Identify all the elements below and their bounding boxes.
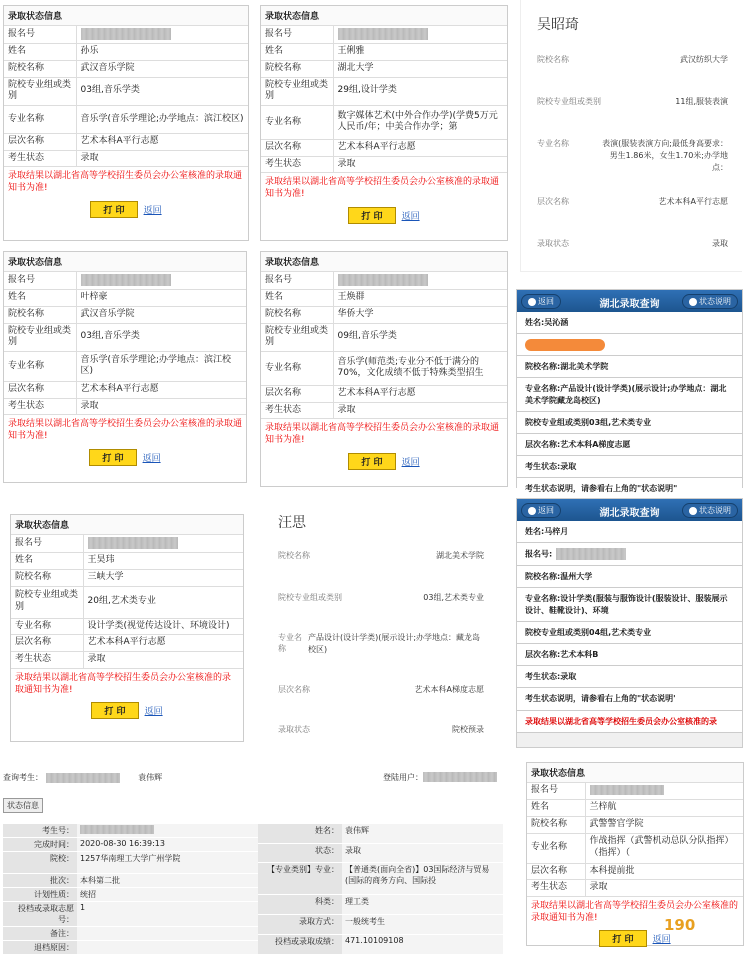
info-table bbox=[527, 783, 743, 897]
mobile-row-group: 院校专业组或类别03组,艺术类专业 bbox=[517, 412, 742, 434]
mobile-query-screen-1 bbox=[516, 289, 743, 494]
button-row bbox=[4, 198, 248, 221]
info-icon bbox=[689, 298, 697, 306]
mobile-row-status-note: 考生状态说明，请参看右上角的"状态说明' bbox=[517, 688, 742, 710]
redaction-scribble bbox=[525, 339, 605, 351]
panel-header: 录取状态信息 bbox=[261, 252, 507, 272]
print-button[interactable]: 打 印 bbox=[348, 207, 395, 224]
mobile-row-status-note: 考生状态说明，请参看右上角的"状态说明" bbox=[517, 478, 742, 500]
back-link[interactable]: 返回 bbox=[143, 205, 162, 216]
mobile-query-screen-2 bbox=[516, 498, 743, 748]
watermark-number: 190 bbox=[664, 916, 696, 934]
value-group: 03组,音乐学类 bbox=[76, 77, 248, 105]
mobile-row-school: 院校名称:温州大学 bbox=[517, 566, 742, 588]
print-button[interactable]: 打 印 bbox=[91, 702, 138, 719]
query-result-tables bbox=[3, 824, 503, 955]
value-level: 艺术本科A平行志愿 bbox=[76, 381, 246, 398]
label-status: 考生状态 bbox=[4, 150, 76, 167]
label-group: 院校专业组或类别 bbox=[4, 77, 76, 105]
card-row-school: 院校名称 湖北美术学院 bbox=[278, 551, 484, 560]
value-group: 29组,设计学类 bbox=[333, 77, 507, 105]
value-status: 录取 bbox=[83, 651, 243, 668]
query-left-table: 考生号： 完成时间： 2020-08-30 16:39:13 院校： 1257华南理工大学广州学院 批次： 本科第二批 计划性质： 统招 投档或录取志愿号： 1 备注： 退档原因： bbox=[3, 824, 258, 955]
result-card-1 bbox=[520, 0, 742, 272]
mobile-row-level: 层次名称:艺术本科B bbox=[517, 644, 742, 666]
card-row-level: 层次名称 艺术本科A平行志愿 bbox=[537, 197, 728, 206]
value-major: 设计学类(视觉传达设计、环境设计) bbox=[83, 618, 243, 635]
label-status: 考生状态 bbox=[11, 651, 83, 668]
back-link[interactable]: 返回 bbox=[142, 453, 161, 464]
panel-header: 录取状态信息 bbox=[527, 763, 743, 783]
redacted-login-user bbox=[423, 772, 497, 782]
query-student-label: 查询考生： bbox=[3, 773, 43, 782]
label-major: 专业名称 bbox=[527, 833, 585, 863]
admission-panel-5 bbox=[10, 514, 244, 742]
label-name: 姓名 bbox=[4, 44, 76, 61]
label-major: 专业名称 bbox=[11, 618, 83, 635]
mobile-row-major: 专业名称:设计学类(服装与服饰设计(服装设计、服装展示设计、鞋靴设计)、环境 bbox=[517, 588, 742, 621]
panel-header: 录取状态信息 bbox=[4, 252, 246, 272]
label-status: 考生状态 bbox=[261, 156, 333, 173]
label-school: 院校名称 bbox=[11, 569, 83, 586]
value-level: 艺术本科A平行志愿 bbox=[333, 385, 507, 402]
label-school: 院校名称 bbox=[527, 816, 585, 833]
button-row bbox=[261, 204, 507, 227]
label-exam-no: 报名号 bbox=[11, 535, 83, 553]
mobile-title-bar bbox=[517, 499, 742, 521]
print-button[interactable]: 打 印 bbox=[89, 449, 136, 466]
mobile-row-redacted bbox=[517, 334, 742, 356]
label-school: 院校名称 bbox=[4, 306, 76, 323]
value-name: 兰梓航 bbox=[585, 800, 743, 817]
label-school: 院校名称 bbox=[261, 306, 333, 323]
status-info-tab[interactable]: 状态信息 bbox=[3, 798, 43, 813]
panel-header: 录取状态信息 bbox=[11, 515, 243, 535]
mobile-row-level: 层次名称:艺术本科A梯度志愿 bbox=[517, 434, 742, 456]
redacted-exam-no bbox=[556, 548, 626, 560]
back-link[interactable]: 返回 bbox=[401, 211, 420, 222]
mobile-row-status: 考生状态:录取 bbox=[517, 666, 742, 688]
label-school: 院校名称 bbox=[4, 60, 76, 77]
card-row-group: 院校专业组或类别 03组,艺术类专业 bbox=[278, 593, 484, 602]
button-row bbox=[11, 699, 243, 722]
value-level: 艺术本科A平行志愿 bbox=[76, 133, 248, 150]
value-level: 艺术本科A平行志愿 bbox=[83, 635, 243, 652]
mobile-status-button[interactable]: 状态说明 bbox=[682, 294, 738, 309]
card-row-level: 层次名称 艺术本科A梯度志愿 bbox=[278, 685, 484, 694]
label-major: 专业名称 bbox=[261, 105, 333, 139]
mobile-row-exam-no: 报名号: bbox=[517, 543, 742, 566]
info-table bbox=[11, 535, 243, 669]
label-status: 考生状态 bbox=[527, 880, 585, 897]
card-row-status: 录取状态 录取 bbox=[537, 239, 728, 248]
label-level: 层次名称 bbox=[261, 139, 333, 156]
panel-header: 录取状态信息 bbox=[261, 6, 507, 26]
card-row-group: 院校专业组或类别 11组,服装表演 bbox=[537, 97, 728, 106]
label-name: 姓名 bbox=[4, 290, 76, 307]
redacted-exam-no bbox=[81, 28, 171, 40]
back-link[interactable]: 返回 bbox=[652, 935, 671, 946]
value-school: 武汉音乐学院 bbox=[76, 306, 246, 323]
mobile-row-group: 院校专业组或类别04组,艺术类专业 bbox=[517, 622, 742, 644]
label-exam-no: 报名号 bbox=[4, 272, 76, 290]
value-status: 录取 bbox=[585, 880, 743, 897]
value-major: 数字媒体艺术(中外合作办学)(学费5万元人民币/年；中美合作办学；第 bbox=[333, 105, 507, 139]
label-school: 院校名称 bbox=[261, 60, 333, 77]
button-row bbox=[4, 446, 246, 469]
admission-panel-3 bbox=[3, 251, 247, 483]
query-right-table: 姓名： 袁伟辉 状态： 录取 【专业类别】专业： 【普通类(面向全省)】03国际经济与贸易(国际的商务方向、国际投 科类： 理工类 录取方式： 一般统考生 投档或录取成绩： 471.10109108 bbox=[258, 824, 503, 955]
label-level: 层次名称 bbox=[527, 863, 585, 880]
label-name: 姓名 bbox=[261, 44, 333, 61]
value-name: 王焕群 bbox=[333, 290, 507, 307]
admission-note: 录取结果以湖北省高等学校招生委员会办公室核准的录取通知书为准! bbox=[8, 171, 243, 194]
label-group: 院校专业组或类别 bbox=[11, 586, 83, 618]
info-icon bbox=[689, 507, 697, 515]
info-table bbox=[261, 272, 507, 419]
mobile-status-button[interactable]: 状态说明 bbox=[682, 503, 738, 518]
value-status: 录取 bbox=[333, 402, 507, 419]
label-group: 院校专业组或类别 bbox=[4, 323, 76, 351]
label-group: 院校专业组或类别 bbox=[261, 323, 333, 351]
label-exam-no: 报名号 bbox=[4, 26, 76, 44]
mobile-back-button[interactable]: 返回 bbox=[521, 503, 561, 518]
value-status: 录取 bbox=[76, 398, 246, 415]
print-button[interactable]: 打 印 bbox=[90, 201, 137, 218]
value-name: 叶梓豪 bbox=[76, 290, 246, 307]
value-major: 音乐学(音乐学理论;办学地点：滨江校区) bbox=[76, 105, 248, 133]
label-major: 专业名称 bbox=[4, 105, 76, 133]
mobile-row-school: 院校名称:湖北美术学院 bbox=[517, 356, 742, 378]
value-major: 作战指挥（武警机动总队分队指挥）（指挥）（ bbox=[585, 833, 743, 863]
admission-panel-2 bbox=[260, 5, 508, 241]
admission-panel-6 bbox=[526, 762, 744, 946]
back-link[interactable]: 返回 bbox=[401, 457, 420, 468]
login-user-label: 登陆用户： bbox=[383, 773, 423, 782]
admission-panel-1 bbox=[3, 5, 249, 241]
label-major: 专业名称 bbox=[261, 351, 333, 385]
value-group: 09组,音乐学类 bbox=[333, 323, 507, 351]
label-level: 层次名称 bbox=[261, 385, 333, 402]
label-level: 层次名称 bbox=[4, 381, 76, 398]
label-status: 考生状态 bbox=[4, 398, 76, 415]
label-name: 姓名 bbox=[527, 800, 585, 817]
back-link[interactable]: 返回 bbox=[144, 706, 163, 717]
value-group: 20组,艺术类专业 bbox=[83, 586, 243, 618]
label-name: 姓名 bbox=[261, 290, 333, 307]
value-name: 孙乐 bbox=[76, 44, 248, 61]
query-student-name: 袁伟辉 bbox=[138, 773, 163, 782]
mobile-row-name: 姓名:马梓月 bbox=[517, 521, 742, 543]
label-group: 院校专业组或类别 bbox=[261, 77, 333, 105]
card-row-major: 专业名称 产品设计(设计学类)(展示设计;办学地点：藏龙岛校区) bbox=[278, 633, 481, 654]
label-status: 考生状态 bbox=[261, 402, 333, 419]
redacted-exam-no bbox=[88, 537, 178, 549]
value-major: 音乐学(师范类;专业分不低于满分的70%，文化成绩不低于特殊类型招生 bbox=[333, 351, 507, 385]
card-row-status: 录取状态 院校预录 bbox=[278, 725, 484, 734]
admission-note: 录取结果以湖北省高等学校招生委员会办公室核准的录取通知书为准! bbox=[8, 419, 243, 442]
value-name: 王俐雅 bbox=[333, 44, 507, 61]
label-level: 层次名称 bbox=[4, 133, 76, 150]
mobile-row-status: 考生状态:录取 bbox=[517, 456, 742, 478]
value-name: 王昊玮 bbox=[83, 553, 243, 570]
redacted-student-id bbox=[46, 773, 120, 783]
info-table bbox=[4, 26, 248, 167]
admission-note: 录取结果以湖北省高等学校招生委员会办公室核准的录取通知书为准! bbox=[531, 900, 739, 924]
value-school: 湖北大学 bbox=[333, 60, 507, 77]
label-level: 层次名称 bbox=[11, 635, 83, 652]
label-exam-no: 报名号 bbox=[261, 26, 333, 44]
mobile-back-button[interactable]: 返回 bbox=[521, 294, 561, 309]
value-school: 武警警官学院 bbox=[585, 816, 743, 833]
card-row-major: 专业名称 表演(服装表演方向;最低身高要求：男生1.86米，女生1.70米;办学地点： bbox=[537, 139, 728, 172]
redacted-exam-no bbox=[590, 785, 664, 795]
label-exam-no: 报名号 bbox=[261, 272, 333, 290]
value-school: 武汉音乐学院 bbox=[76, 60, 248, 77]
button-row bbox=[261, 450, 507, 473]
info-table bbox=[261, 26, 507, 173]
admission-note: 录取结果以湖北省高等学校招生委员会办公室核准的录取通知书为准! bbox=[15, 672, 232, 695]
label-name: 姓名 bbox=[11, 553, 83, 570]
value-status: 录取 bbox=[76, 150, 248, 167]
label-major: 专业名称 bbox=[4, 351, 76, 381]
student-name: 吴昭琦 bbox=[537, 17, 579, 33]
mobile-row-major: 专业名称:产品设计(设计学类)(展示设计;办学地点：湖北美术学院藏龙岛校区) bbox=[517, 378, 742, 411]
card-row-school: 院校名称 武汉纺织大学 bbox=[537, 55, 728, 64]
redacted-exam-no bbox=[81, 274, 171, 286]
admission-note: 录取结果以湖北省高等学校招生委员会办公室核准的录取通知书为准! bbox=[265, 423, 500, 446]
query-header bbox=[3, 772, 503, 783]
value-level: 艺术本科A平行志愿 bbox=[333, 139, 507, 156]
mobile-title-bar bbox=[517, 290, 742, 312]
panel-header: 录取状态信息 bbox=[4, 6, 248, 26]
print-button[interactable]: 打 印 bbox=[348, 453, 395, 470]
mobile-title: 湖北录取查询 bbox=[599, 508, 660, 519]
value-group: 03组,音乐学类 bbox=[76, 323, 246, 351]
value-status: 录取 bbox=[333, 156, 507, 173]
redacted-candidate-no bbox=[80, 825, 154, 834]
redacted-exam-no bbox=[338, 274, 428, 286]
admission-panel-4 bbox=[260, 251, 508, 487]
value-level: 本科提前批 bbox=[585, 863, 743, 880]
label-exam-no: 报名号 bbox=[527, 783, 585, 800]
value-school: 三峡大学 bbox=[83, 569, 243, 586]
value-school: 华侨大学 bbox=[333, 306, 507, 323]
admission-note: 录取结果以湖北省高等学校招生委员会办公室核准的录取通知书为准! bbox=[265, 177, 500, 200]
mobile-admission-note: 录取结果以湖北省高等学校招生委员会办公室核准的录 bbox=[517, 711, 742, 733]
redacted-exam-no bbox=[338, 28, 428, 40]
result-card-2 bbox=[270, 506, 492, 742]
mobile-title: 湖北录取查询 bbox=[599, 299, 660, 310]
button-row bbox=[527, 927, 743, 950]
value-major: 音乐学(音乐学理论;办学地点：滨江校区) bbox=[76, 351, 246, 381]
print-button[interactable]: 打 印 bbox=[599, 930, 646, 947]
student-name: 汪思 bbox=[278, 515, 306, 531]
info-table bbox=[4, 272, 246, 415]
mobile-row-name: 姓名:吴沁涵 bbox=[517, 312, 742, 334]
